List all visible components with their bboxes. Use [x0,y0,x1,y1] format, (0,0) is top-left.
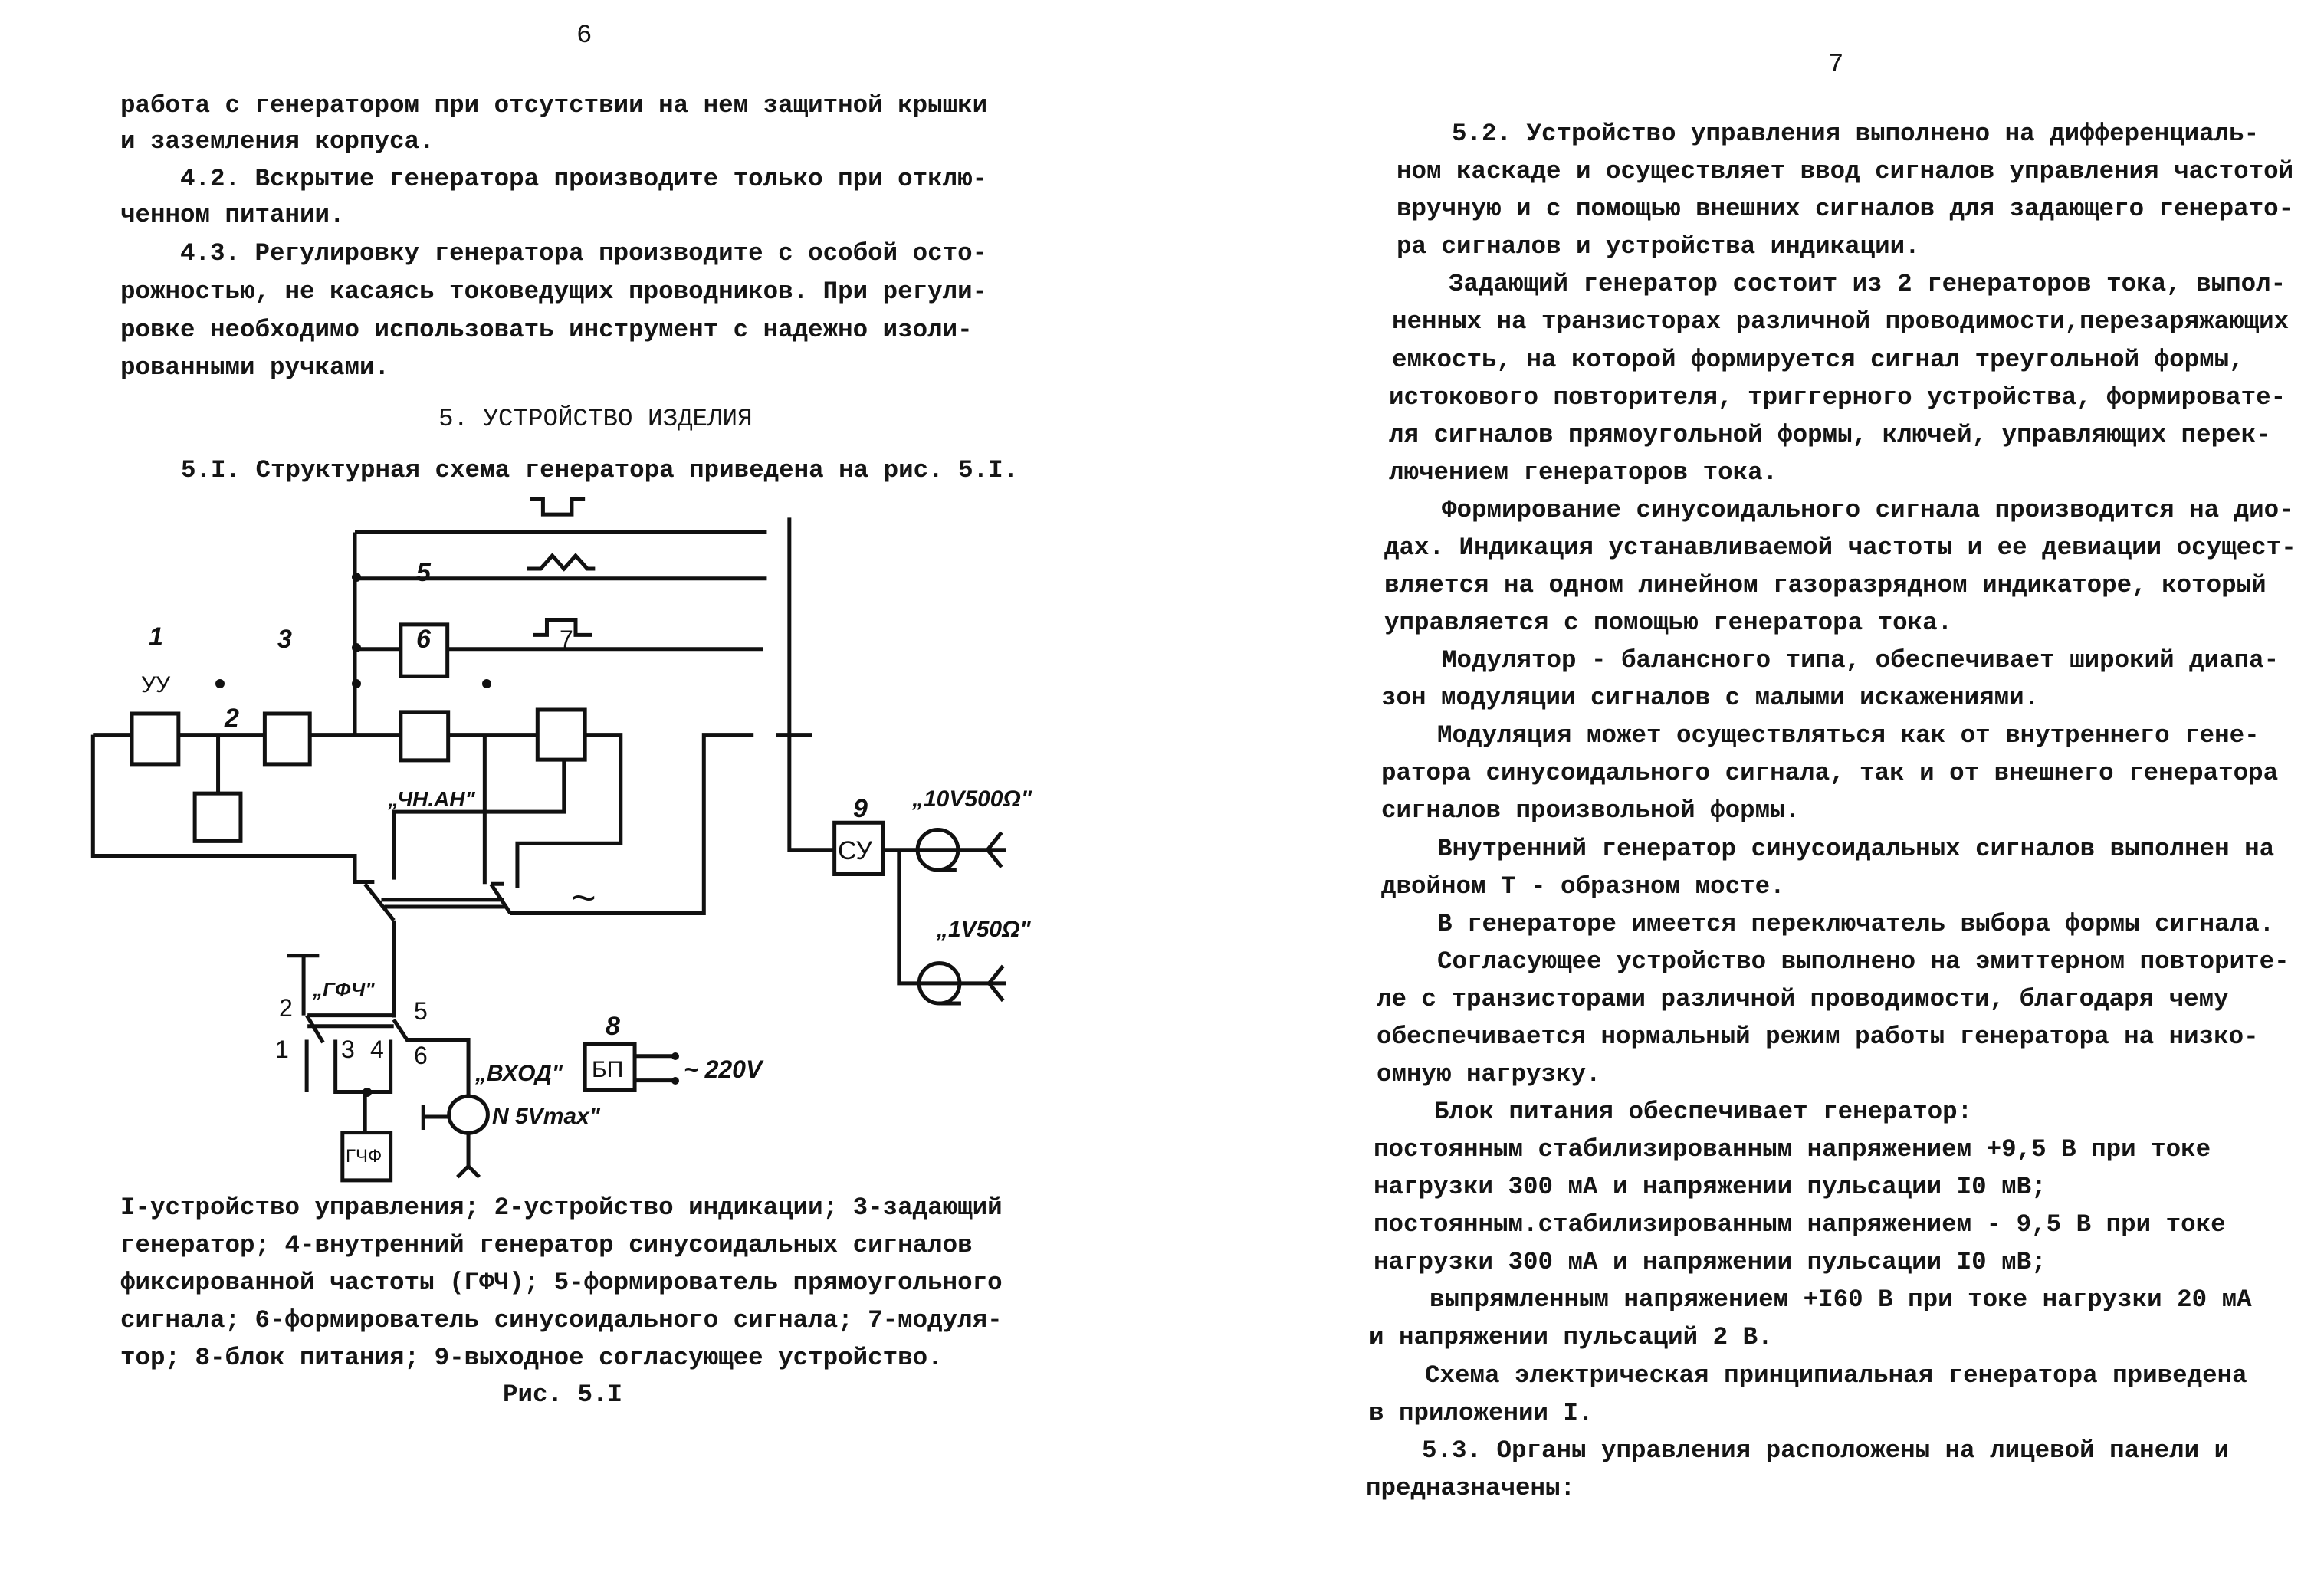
input-max-label: N 5Vmax" [492,1104,600,1129]
switch-label: „ЧН.АН" [388,787,475,811]
block-6-sine-shaper [401,712,448,760]
caption-line: фиксированной частоты (ГФЧ); 5-формирователь прямоугольного [120,1269,1003,1297]
text-line: Согласующее устройство выполнено на эмиттерном повторите- [1437,947,2290,976]
figure-label: Рис. 5.I [503,1380,623,1409]
switch-position-3: 3 [341,1036,355,1063]
gfch-switch[interactable] [287,921,468,1133]
text-line: и напряжении пульсаций 2 В. [1369,1323,1773,1351]
text-line: Модуляция может осуществляться как от внутреннего гене- [1437,721,2260,750]
text-line: ле с транзисторами различной проводимости, благодаря чему [1377,985,2229,1013]
block-8-number: 8 [606,1012,620,1041]
mains-label: ~ 220V [684,1055,763,1083]
text-line: лючением генераторов тока. [1389,458,1778,487]
text-line: нагрузки 300 мА и напряжении пульсации I0 мВ; [1374,1248,2047,1276]
text-line: обеспечивается нормальный режим работы генератора на низко- [1377,1023,2259,1051]
text-line: ратора синусоидального сигнала, так и от внешнего генератора [1381,759,2279,787]
text-line: 5.3. Органы управления расположены на лицевой панели и [1422,1436,2230,1465]
text-line: Задающий генератор состоит из 2 генераторов тока, выпол- [1449,270,2286,298]
input-label: „ВХОД" [475,1061,563,1086]
switch-position-6: 6 [414,1042,428,1069]
text-line: Модулятор - балансного типа, обеспечивает широкий диапа- [1442,646,2280,675]
block-3-number: 3 [277,625,292,654]
text-line: омную нагрузку. [1377,1060,1601,1088]
block-1-control [132,714,179,764]
text-line: постоянным стабилизированным напряжением +9,5 В при токе [1374,1135,2211,1164]
mode-switch[interactable] [365,884,510,920]
caption-line: тор; 8-блок питания; 9-выходное согласующее устройство. [120,1344,943,1372]
section-heading: 5. УСТРОЙСТВО ИЗДЕЛИЯ [438,405,753,433]
text-line: двойном Т - образном мосте. [1381,872,1785,901]
text-line: 4.2. Вскрытие генератора производите только при отклю- [120,165,988,193]
caption-line: генератор; 4-внутренний генератор синусоидальных сигналов [120,1231,973,1259]
block-9-label: СУ [838,836,873,865]
figure-intro: 5.I. Структурная схема генератора приведена на рис. 5.I. [181,456,1019,484]
text-line: сигналов произвольной формы. [1381,796,1800,825]
text-line: Внутренний генератор синусоидальных сигналов выполнен на [1437,835,2275,863]
text-line: ра сигналов и устройства индикации. [1397,232,1920,261]
block-7-modulator [537,710,585,760]
text-line: нагрузки 300 мА и напряжении пульсации I0 мВ; [1374,1173,2047,1201]
text-line: ном каскаде и осуществляет ввод сигналов управления частотой [1397,157,2294,185]
text-line: и заземления корпуса. [120,127,435,156]
text-line: в приложении I. [1369,1399,1594,1427]
text-line: рованными ручками. [120,353,390,382]
text-line: ровке необходимо использовать инструмент с надежно изоли- [120,316,973,344]
switch-position-1: 1 [275,1036,289,1063]
text-line: управляется с помощью генератора тока. [1384,609,1953,637]
text-line: Формирование синусоидального сигнала производится на дио- [1442,496,2294,524]
text-line: постоянным.стабилизированным напряжением - 9,5 В при токе [1374,1210,2226,1239]
caption-line: сигнала; 6-формирователь синусоидального сигнала; 7-модуля- [120,1306,1003,1334]
left-page-number: 6 [576,21,592,51]
caption-line: I-устройство управления; 2-устройство индикации; 3-задающий [120,1193,1003,1222]
block-5-number: 5 [416,558,431,587]
block-6-number: 6 [416,625,431,654]
switch-position-5: 5 [414,997,428,1025]
gfch-block-label: ГЧФ [346,1146,382,1167]
output-1v-label: „1V50Ω" [937,917,1031,942]
mains-leads [635,1056,673,1081]
text-line: рожностью, не касаясь токоведущих проводников. При регули- [120,277,988,306]
text-line: В генераторе имеется переключатель выбора формы сигнала. [1437,910,2275,938]
block-2-number: 2 [225,704,239,733]
block-1-number: 1 [149,622,163,652]
switch-position-4: 4 [370,1036,384,1063]
text-line: ченном питании. [120,201,345,229]
triangle-wave-icon [527,556,595,569]
square-wave-inverted-icon [530,499,585,514]
block-3-master-generator [264,714,310,764]
switch-position-2: 2 [279,994,293,1022]
text-line: ля сигналов прямоугольной формы, ключей, управляющих перек- [1389,421,2271,449]
text-line: дах. Индикация устанавливаемой частоты и ее девиации осущест- [1384,533,2296,562]
gfch-label: „ГФЧ" [313,978,375,1001]
block-2-indicator [195,793,241,841]
block-9-number: 9 [853,794,868,823]
text-line: зон модуляции сигналов с малыми искажениями. [1381,684,2040,712]
block-8-label: БП [592,1057,624,1082]
text-line: вляется на одном линейном газоразрядном индикаторе, который [1384,571,2267,599]
text-line: ненных на транзисторах различной проводимости,перезаряжающих [1392,307,2290,336]
text-line: выпрямленным напряжением +I60 В при токе нагрузки 20 мА [1430,1285,2252,1314]
text-line: предназначены: [1366,1474,1576,1502]
text-line: 5.2. Устройство управления выполнено на дифференциаль- [1452,120,2260,148]
sine-symbol: ~ [571,873,596,921]
output-10v-label: „10V500Ω" [912,786,1032,812]
input-connector[interactable] [423,1096,487,1177]
text-line: 4.3. Регулировку генератора производите с особой осто- [120,239,988,268]
text-line: Схема электрическая принципиальная генератора приведена [1425,1361,2247,1390]
text-line: работа с генератором при отсутствии на нем защитной крышки [120,91,988,120]
text-line: вручную и с помощью внешних сигналов для задающего генерато- [1397,195,2294,223]
block-1-label: УУ [141,672,171,698]
text-line: истокового повторителя, триггерного устройства, формировате- [1389,383,2286,412]
text-line: емкость, на которой формируется сигнал треугольной формы, [1392,346,2244,374]
block-7-number: 7 [560,625,573,653]
right-page-number: 7 [1828,51,1844,80]
text-line: Блок питания обеспечивает генератор: [1434,1098,1973,1126]
